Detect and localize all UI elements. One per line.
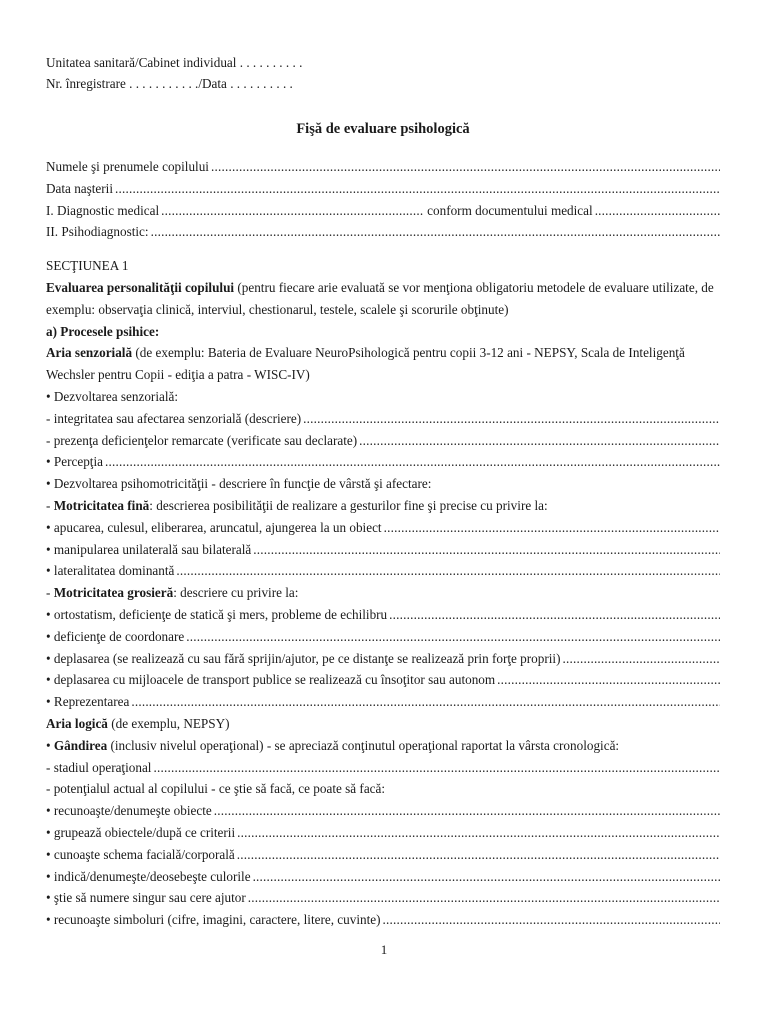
field-label: Motricitatea grosieră	[53, 585, 174, 601]
section-heading: SECŢIUNEA 1	[46, 258, 129, 274]
field-label: a) Procesele psihice:	[46, 323, 160, 339]
counting-field[interactable]	[46, 887, 720, 909]
field-label: Data naşterii	[46, 180, 114, 196]
field-label: • apucarea, culesul, eliberarea, aruncatul, ajungerea la un obiect	[46, 519, 382, 535]
representation-field[interactable]	[46, 691, 720, 713]
fill-line	[161, 200, 423, 222]
manipulation-field[interactable]	[46, 539, 720, 561]
field-label: Aria senzorială	[46, 345, 133, 361]
fill-line	[562, 648, 720, 670]
unit-line: Unitatea sanitară/Cabinet individual . . . . . . . . . .	[46, 55, 303, 70]
field-label: • Percepţia	[46, 454, 103, 470]
groups-objects-field[interactable]	[46, 822, 720, 844]
operational-stage-field[interactable]	[46, 757, 720, 779]
field-label: • ştie să numere singur sau cere ajutor	[46, 890, 246, 906]
field-label: Numele şi prenumele copilului	[46, 159, 209, 174]
field-label: - stadiul operaţional	[46, 759, 152, 775]
field-label: (pentru fiecare arie evaluată se vor menţiona obligatoriu metodele de evaluare utilizate, de exemplu: observaţia clinică, interviul, chestionarul, testele, scalele şi scorurile obţinute)	[46, 279, 714, 317]
field-label: • indică/denumeşte/deosebeşte culorile	[46, 868, 251, 884]
movement-field[interactable]	[46, 648, 720, 670]
fill-line	[105, 451, 720, 473]
thinking-heading	[46, 735, 720, 757]
gross-motor-heading	[46, 582, 720, 604]
field-label: Aria logică	[46, 715, 108, 731]
field-label: • manipularea unilaterală sau bilaterală	[46, 541, 252, 557]
recognizes-objects-field[interactable]	[46, 800, 720, 822]
field-label: -	[46, 497, 54, 513]
fill-line	[253, 866, 720, 888]
field-label: • deplasarea cu mijloacele de transport publice se realizează cu însoţitor sau autonom	[46, 672, 496, 688]
psychodiagnosis-field[interactable]	[46, 221, 720, 243]
fill-line	[389, 604, 720, 626]
field-label: • lateralitatea dominantă	[46, 563, 175, 579]
field-label: conform documentului medical	[427, 202, 593, 218]
diagnosis-field[interactable]	[46, 200, 720, 222]
fill-line	[176, 560, 720, 582]
field-label: • deplasarea (se realizează cu sau fără sprijin/ajutor, pe ce distanţe se realizează prin forţe proprii)	[46, 650, 561, 666]
field-label: Gândirea	[53, 737, 108, 753]
field-label: - prezenţa deficienţelor remarcate (verificate sau declarate)	[46, 432, 358, 448]
sensory-development: • Dezvoltarea senzorială:	[46, 388, 179, 404]
processes-heading	[46, 321, 720, 343]
evaluation-intro	[46, 277, 720, 321]
fill-line	[383, 909, 720, 931]
fill-line	[237, 822, 720, 844]
logic-area-heading	[46, 713, 720, 735]
field-label: - integritatea sau afectarea senzorială (descriere)	[46, 410, 302, 426]
field-label: •	[46, 737, 54, 753]
psychomotor-development: • Dezvoltarea psihomotricităţii - descriere în funcţie de vârstă şi afectare:	[46, 476, 432, 492]
field-label: Motricitatea fină	[53, 497, 150, 513]
laterality-field[interactable]	[46, 560, 720, 582]
fill-line	[248, 887, 720, 909]
field-label: (de exemplu: Bateria de Evaluare NeuroPsihologică pentru copii 3-12 ani - NEPSY, Scala de Inteligenţă Wechsler pentru Copii - ediţia a patra - WISC-IV)	[46, 345, 685, 383]
field-label: • recunoaşte/denumeşte obiecte	[46, 803, 212, 819]
page-number: 1	[380, 942, 388, 957]
fill-line	[595, 200, 720, 222]
field-label: Evaluarea personalităţii copilului	[46, 279, 235, 295]
field-label: • ortostatism, deficienţe de statică şi mers, probleme de echilibru	[46, 606, 388, 622]
orthostatism-field[interactable]	[46, 604, 720, 626]
fill-line	[211, 156, 720, 178]
field-label: -	[46, 585, 54, 601]
deficiencies-field[interactable]	[46, 430, 720, 452]
birth-date-field[interactable]	[46, 178, 720, 200]
fill-line	[497, 669, 720, 691]
sensory-integrity-field[interactable]	[46, 408, 720, 430]
fill-line	[359, 430, 720, 452]
grasping-field[interactable]	[46, 517, 720, 539]
fill-line	[186, 626, 720, 648]
field-label: • grupează obiectele/după ce criterii	[46, 824, 236, 840]
field-label: • deficienţe de coordonare	[46, 628, 185, 644]
public-transport-field[interactable]	[46, 669, 720, 691]
field-label: • recunoaşte simboluri (cifre, imagini, caractere, litere, cuvinte)	[46, 912, 381, 928]
field-label: • Reprezentarea	[46, 694, 130, 710]
child-name-field[interactable]	[46, 156, 720, 178]
fill-line	[384, 517, 720, 539]
field-label: • cunoaşte schema facială/corporală	[46, 846, 235, 862]
fill-line	[214, 800, 720, 822]
fill-line	[151, 221, 720, 243]
form-title: Fişă de evaluare psihologică	[296, 121, 470, 137]
form-content	[46, 52, 720, 931]
fill-line	[131, 691, 720, 713]
field-label: (inclusiv nivelul operaţional) - se apreciază conţinutul operaţional raportat la vârsta cronologică:	[107, 737, 620, 753]
symbols-field[interactable]	[46, 909, 720, 931]
perception-field[interactable]	[46, 451, 720, 473]
fill-line	[153, 757, 720, 779]
field-label: I. Diagnostic medical	[46, 202, 160, 218]
sensory-area-intro	[46, 342, 720, 386]
fill-line	[237, 844, 720, 866]
field-label: (de exemplu, NEPSY)	[107, 715, 230, 731]
fill-line	[115, 178, 720, 200]
colors-field[interactable]	[46, 866, 720, 888]
body-schema-field[interactable]	[46, 844, 720, 866]
coordination-field[interactable]	[46, 626, 720, 648]
fill-line	[303, 408, 720, 430]
registration-line: Nr. înregistrare . . . . . . . . . . ./Data . . . . . . . . . .	[46, 76, 293, 91]
fill-line	[253, 539, 720, 561]
fine-motor-heading	[46, 495, 720, 517]
field-label: II. Psihodiagnostic:	[46, 224, 149, 240]
field-label: : descrierea posibilităţii de realizare a gesturilor fine şi precise cu privire la:	[149, 497, 548, 513]
potential-heading: - potenţialul actual al copilului - ce ştie să facă, ce poate să facă:	[46, 781, 386, 797]
field-label: : descriere cu privire la:	[173, 585, 299, 601]
